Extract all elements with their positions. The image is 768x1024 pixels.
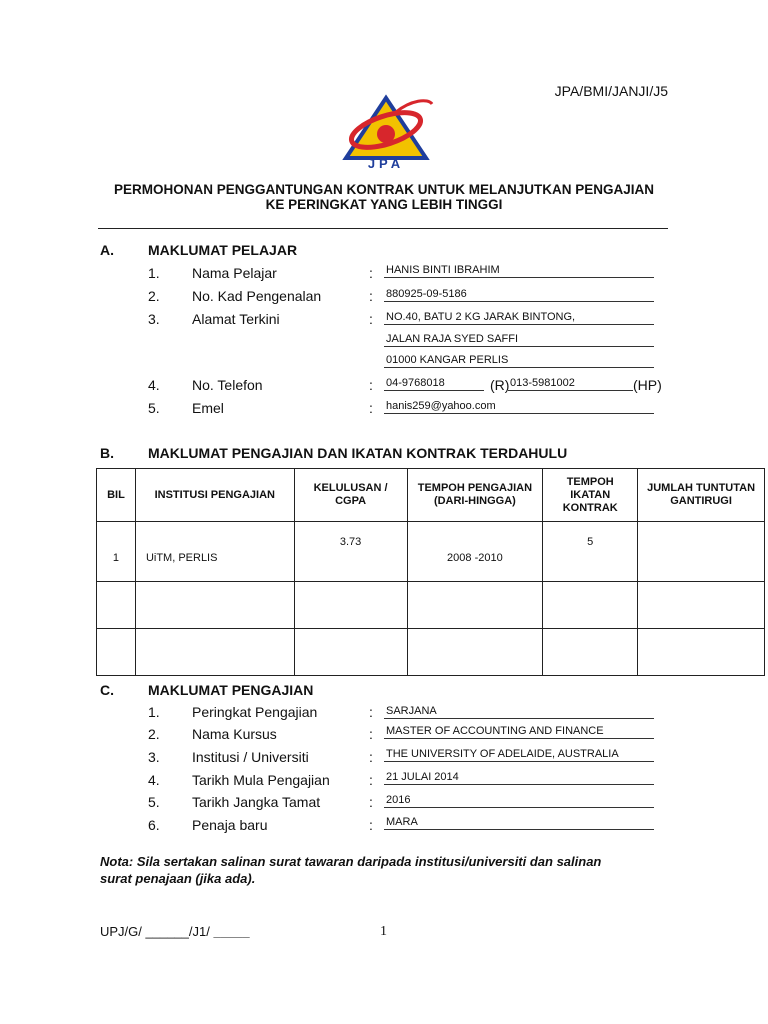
col-header-cgpa: KELULUSAN / CGPA (294, 469, 407, 522)
field-num: 4. (148, 772, 160, 788)
phone-label: No. Telefon (192, 377, 263, 393)
cell-tempoh[interactable] (407, 629, 543, 676)
end-date-value[interactable]: 2016 (384, 794, 654, 808)
section-c-title: MAKLUMAT PENGAJIAN (148, 682, 314, 698)
colon: : (369, 704, 373, 720)
cell-institusi[interactable]: UiTM, PERLIS (135, 522, 294, 582)
col-header-institusi: INSTITUSI PENGAJIAN (135, 469, 294, 522)
cell-cgpa[interactable] (294, 629, 407, 676)
field-num: 2. (148, 726, 160, 742)
colon: : (369, 749, 373, 765)
page-number: 1 (380, 924, 387, 939)
logo-text: JPA (367, 156, 405, 170)
cell-institusi[interactable] (135, 629, 294, 676)
phone-mobile-value[interactable]: 013-5981002 (508, 377, 633, 391)
colon: : (369, 265, 373, 281)
new-sponsor-label: Penaja baru (192, 817, 268, 833)
phone-home-suffix: (R) (490, 377, 510, 393)
cell-cgpa[interactable] (294, 582, 407, 629)
field-num: 5. (148, 794, 160, 810)
document-ref-code: JPA/BMI/JANJI/J5 (554, 83, 668, 99)
address-label: Alamat Terkini (192, 311, 280, 327)
cell-bil[interactable] (97, 629, 136, 676)
colon: : (369, 726, 373, 742)
note-line1: Nota: Sila sertakan salinan surat tawaran daripada institusi/universiti dan salinan (100, 854, 602, 869)
cell-jumlah[interactable] (638, 522, 765, 582)
form-title-line2: KE PERINGKAT YANG LEBIH TINGGI (265, 197, 503, 212)
col-header-ikatan: TEMPOH IKATAN KONTRAK (543, 469, 638, 522)
section-a-title: MAKLUMAT PELAJAR (148, 242, 298, 258)
field-num: 3. (148, 749, 160, 765)
footer-prefix: UPJ/G/ (100, 924, 146, 939)
cell-ikatan[interactable] (543, 629, 638, 676)
footer-ref (100, 924, 250, 939)
field-num: 4. (148, 377, 160, 393)
colon: : (369, 794, 373, 810)
field-num: 1. (148, 265, 160, 281)
course-name-label: Nama Kursus (192, 726, 277, 742)
cell-jumlah[interactable] (638, 629, 765, 676)
colon: : (369, 400, 373, 416)
colon: : (369, 311, 373, 327)
email-label: Emel (192, 400, 224, 416)
section-b-letter: B. (100, 445, 114, 461)
university-label: Institusi / Universiti (192, 749, 309, 765)
course-name-value[interactable]: MASTER OF ACCOUNTING AND FINANCE (384, 725, 654, 739)
colon: : (369, 817, 373, 833)
address-line3-value[interactable]: 01000 KANGAR PERLIS (384, 354, 654, 368)
cell-bil[interactable]: 1 (97, 522, 136, 582)
cell-ikatan[interactable] (543, 582, 638, 629)
table-row (97, 582, 765, 629)
note-text (100, 853, 668, 887)
jpa-logo (336, 92, 436, 170)
form-title-line1: PERMOHONAN PENGGANTUNGAN KONTRAK UNTUK MELANJUTKAN PENGAJIAN (113, 182, 654, 197)
field-num: 2. (148, 288, 160, 304)
student-name-label: Nama Pelajar (192, 265, 277, 281)
ic-number-label: No. Kad Pengenalan (192, 288, 322, 304)
new-sponsor-value[interactable]: MARA (384, 816, 654, 830)
col-header-bil: BIL (97, 469, 136, 522)
study-level-value[interactable]: SARJANA (384, 705, 654, 719)
title-divider (98, 228, 668, 229)
colon: : (369, 288, 373, 304)
university-value[interactable]: THE UNIVERSITY OF ADELAIDE, AUSTRALIA (384, 748, 654, 762)
field-num: 6. (148, 817, 160, 833)
ic-number-value[interactable]: 880925-09-5186 (384, 288, 654, 302)
table-header-row (97, 469, 765, 522)
address-line2-value[interactable]: JALAN RAJA SYED SAFFI (384, 333, 654, 347)
col-header-tempoh: TEMPOH PENGAJIAN (DARI-HINGGA) (407, 469, 543, 522)
cell-ikatan[interactable]: 5 (543, 522, 638, 582)
cell-cgpa[interactable]: 3.73 (294, 522, 407, 582)
table-row (97, 522, 765, 582)
start-date-label: Tarikh Mula Pengajian (192, 772, 330, 788)
section-c-letter: C. (100, 682, 114, 698)
field-num: 5. (148, 400, 160, 416)
cell-tempoh[interactable]: 2008 -2010 (407, 522, 543, 582)
previous-study-table (96, 468, 765, 676)
cell-tempoh[interactable] (407, 582, 543, 629)
cell-jumlah[interactable] (638, 582, 765, 629)
end-date-label: Tarikh Jangka Tamat (192, 794, 321, 810)
cell-institusi[interactable] (135, 582, 294, 629)
colon: : (369, 377, 373, 393)
table-row (97, 629, 765, 676)
phone-home-value[interactable]: 04-9768018 (384, 377, 484, 391)
footer-blank2[interactable]: _____ (213, 924, 250, 939)
colon: : (369, 772, 373, 788)
study-level-label: Peringkat Pengajian (192, 704, 318, 720)
section-a-letter: A. (100, 242, 114, 258)
section-b-title: MAKLUMAT PENGAJIAN DAN IKATAN KONTRAK TERDAHULU (148, 445, 568, 461)
phone-mobile-suffix: (HP) (633, 377, 662, 393)
col-header-jumlah: JUMLAH TUNTUTAN GANTIRUGI (638, 469, 765, 522)
field-num: 1. (148, 704, 160, 720)
email-value[interactable]: hanis259@yahoo.com (384, 400, 654, 414)
field-num: 3. (148, 311, 160, 327)
footer-mid: /J1/ (188, 924, 214, 939)
footer-blank1[interactable]: ______ (145, 924, 189, 939)
address-line1-value[interactable]: NO.40, BATU 2 KG JARAK BINTONG, (384, 311, 654, 325)
start-date-value[interactable]: 21 JULAI 2014 (384, 771, 654, 785)
note-line2: surat penajaan (jika ada). (100, 871, 256, 886)
student-name-value[interactable]: HANIS BINTI IBRAHIM (384, 264, 654, 278)
cell-bil[interactable] (97, 582, 136, 629)
